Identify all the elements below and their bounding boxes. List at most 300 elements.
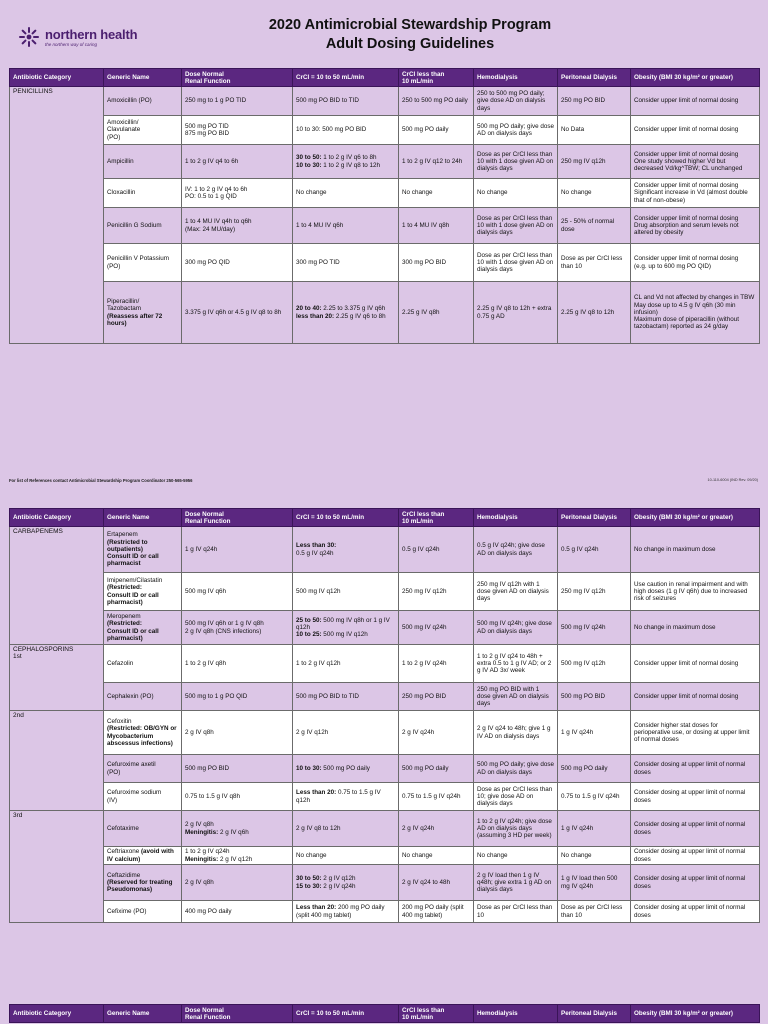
cell-line: 2 g IV q8h: [185, 878, 214, 886]
dose-cell: [631, 865, 760, 901]
column-header-line: Dose Normal: [185, 510, 224, 518]
dose-cell: [182, 282, 293, 344]
cell-line: No change: [296, 851, 327, 859]
column-header-line: Renal Function: [185, 1013, 231, 1021]
dose-cell: [399, 179, 474, 208]
dose-cell: [399, 865, 474, 901]
generic-name-cell: [104, 901, 182, 923]
cell-line: 250 mg PO BID with 1 dose given AD on dialysis days: [477, 685, 549, 708]
cell-line: 10 to 30: 500 mg PO BID: [296, 126, 367, 134]
cell-line: Consider upper limit of normal dosing: [634, 255, 739, 263]
antibiotic-category: [10, 87, 104, 344]
generic-name-cell: [104, 244, 182, 282]
cell-line: Dose as per CrCl less than 10; give dose AD on dialysis days: [477, 785, 553, 808]
dose-cell: [631, 611, 760, 645]
column-header: [104, 69, 182, 87]
cell-line: (IV): [107, 796, 118, 804]
column-header-line: Obesity (BMI 30 kg/m² or greater): [634, 514, 734, 521]
cell-line: May dose up to 4.5 g IV q6h (30 min infusion): [634, 301, 736, 316]
dosing-table-3: [9, 1004, 760, 1023]
column-header: [474, 1005, 558, 1023]
table-row: [10, 865, 760, 901]
dose-cell: [558, 847, 631, 865]
dose-cell: [293, 573, 399, 611]
cell-line: 300 mg PO TID: [296, 258, 340, 266]
cell-line: Dose as per CrCl less than 10 with 1 dose given AD on dialysis days: [477, 150, 554, 173]
column-header: [474, 69, 558, 87]
dose-cell: [293, 87, 399, 116]
dose-cell: [399, 282, 474, 344]
dose-cell: [399, 208, 474, 244]
cell-line: Dose as per CrCl less than 10: [561, 904, 623, 919]
column-header: [182, 1005, 293, 1023]
column-header-line: Hemodialysis: [477, 74, 518, 81]
cell-line: 300 mg PO QID: [185, 258, 230, 266]
dose-cell: [558, 282, 631, 344]
cell-line: 500 mg PO BID: [561, 692, 606, 700]
cell-line: 400 mg PO daily: [185, 907, 232, 915]
table-row: [10, 527, 760, 573]
cell-line: Ceftriaxone (avoid with IV calcium): [107, 848, 174, 863]
cell-line: Consider dosing at upper limit of normal doses: [634, 875, 746, 890]
dose-cell: [293, 116, 399, 145]
table-row: [10, 611, 760, 645]
dose-cell: [399, 683, 474, 711]
column-header-line: Generic Name: [107, 514, 150, 521]
dose-cell: [182, 811, 293, 847]
cell-line: Maximum dose of piperacillin (without tazobactam) reported as 24 g/day: [634, 316, 739, 331]
dose-cell: [182, 711, 293, 755]
cell-line: Consider dosing at upper limit of normal doses: [634, 848, 746, 863]
cell-line: 500 mg IV q24h; give dose AD on dialysis days: [477, 620, 552, 635]
column-header: [182, 69, 293, 87]
dose-cell: [399, 901, 474, 923]
cell-line: 1 to 4 MU IV q8h: [402, 221, 450, 229]
dose-cell: [474, 244, 558, 282]
cell-line: 500 mg to 1 g PO QID: [185, 692, 248, 700]
category-label-line: 3rd: [13, 812, 23, 819]
column-header: [399, 1005, 474, 1023]
column-header-line: CrCl = 10 to 50 mL/min: [296, 74, 365, 81]
dose-cell: [182, 611, 293, 645]
cell-line: Consider upper limit of normal dosing: [634, 150, 739, 158]
dose-cell: [182, 179, 293, 208]
dose-cell: [399, 847, 474, 865]
category-label-line: 1st: [13, 653, 22, 661]
dose-cell: [182, 847, 293, 865]
generic-name-cell: [104, 783, 182, 811]
cell-line: Drug absorption and serum levels not altered by obesity: [634, 221, 739, 237]
dose-cell: [182, 145, 293, 179]
table-row: [10, 87, 760, 116]
dose-cell: [631, 116, 760, 145]
cell-line: (Restricted: OB/GYN or Mycobacterium abscessus infections): [107, 725, 177, 747]
column-header-line: CrCl = 10 to 50 mL/min: [296, 514, 365, 521]
generic-name-cell: [104, 865, 182, 901]
dose-cell: [293, 179, 399, 208]
cell-line: 0.5 g IV q24h: [296, 549, 334, 557]
column-header: [558, 1005, 631, 1023]
cell-line: Consider upper limit of normal dosing: [634, 692, 739, 700]
cell-line: 10 to 30: 1 to 2 g IV q8 to 12h: [296, 161, 381, 169]
cell-line: 500 mg IV q6h or 1 g IV q8h: [185, 620, 264, 628]
dose-cell: [182, 901, 293, 923]
cell-line: CL and Vd not affected by changes in TBW: [634, 294, 755, 302]
cell-line: Meningitis: 2 g IV q12h: [185, 855, 253, 863]
table-row: [10, 645, 760, 683]
dose-cell: [558, 208, 631, 244]
dose-cell: [293, 901, 399, 923]
dose-cell: [558, 811, 631, 847]
cell-line: 0.75 to 1.5 g IV q8h: [185, 792, 240, 800]
dose-cell: [474, 573, 558, 611]
dose-cell: [474, 711, 558, 755]
cell-line: (PO): [107, 133, 121, 141]
dose-cell: [558, 901, 631, 923]
cell-line: Consider dosing at upper limit of normal doses: [634, 789, 746, 804]
dose-cell: [293, 683, 399, 711]
dose-cell: [399, 811, 474, 847]
cell-line: Penicillin V Potassium: [107, 255, 169, 263]
dose-cell: [293, 865, 399, 901]
dose-cell: [558, 783, 631, 811]
cell-line: 250 mg IV q12h: [561, 587, 606, 595]
cell-line: Less than 30:: [296, 542, 337, 550]
dose-cell: [631, 179, 760, 208]
dose-cell: [631, 683, 760, 711]
table-row: [10, 783, 760, 811]
title-line-1: 2020 Antimicrobial Stewardship Program: [268, 17, 552, 33]
cell-line: (Reserved for treating Pseudomonas): [107, 878, 173, 894]
column-header: [399, 69, 474, 87]
dose-cell: [182, 755, 293, 783]
title-line-2: Adult Dosing Guidelines: [325, 36, 495, 52]
generic-name-cell: [104, 282, 182, 344]
dose-cell: [474, 755, 558, 783]
table-row: [10, 244, 760, 282]
dose-cell: [474, 116, 558, 145]
dose-cell: [293, 783, 399, 811]
table-row: [10, 847, 760, 865]
antibiotic-category: [10, 645, 104, 711]
dose-cell: [182, 865, 293, 901]
dose-cell: [293, 145, 399, 179]
cell-line: 0.5 g IV q24h: [561, 545, 599, 553]
table-row: [10, 179, 760, 208]
cell-line: 1 g IV q24h: [561, 728, 594, 736]
dose-cell: [631, 811, 760, 847]
dose-cell: [293, 847, 399, 865]
cell-line: 1 to 2 g IV q24h; give dose AD on dialysis days (assuming 3 HD per week): [477, 817, 552, 840]
dose-cell: [474, 179, 558, 208]
cell-line: 2 g IV q24 to 48h; give 1 g IV AD on dialysis days: [477, 725, 551, 740]
page-title: [200, 16, 620, 54]
generic-name-cell: [104, 645, 182, 683]
dose-cell: [631, 145, 760, 179]
cell-line: 2 g IV load then 1 g IV q48h; give extra 1 g AD on dialysis days: [477, 871, 552, 894]
generic-name-cell: [104, 527, 182, 573]
dose-cell: [631, 711, 760, 755]
cell-line: Amoxicillin/: [107, 119, 139, 127]
column-header: [104, 509, 182, 527]
cell-line: Amoxicillin (PO): [107, 97, 152, 105]
table-row: [10, 711, 760, 755]
cell-line: (e.g. up to 600 mg PO QID): [634, 262, 711, 270]
cell-line: 25 to 50: 500 mg IV q8h or 1 g IV q12h: [296, 616, 390, 631]
cell-line: 1 to 2 g IV q12 to 24h: [402, 157, 463, 165]
cell-line: No change: [402, 189, 433, 197]
table-row: [10, 901, 760, 923]
cell-line: 500 mg IV q24h: [561, 623, 606, 631]
column-header: [293, 1005, 399, 1023]
dose-cell: [631, 244, 760, 282]
dose-cell: [558, 244, 631, 282]
cell-line: Less than 20: 200 mg PO daily (split 400 mg tablet): [296, 904, 385, 919]
generic-name-cell: [104, 87, 182, 116]
category-label-line: 2nd: [13, 712, 24, 719]
dose-cell: [182, 87, 293, 116]
dose-cell: [182, 116, 293, 145]
cell-line: Significant increase in Vd (almost double that of non-obese): [634, 189, 748, 204]
table-row: [10, 116, 760, 145]
cell-line: 1 g IV q24h: [185, 545, 218, 553]
cell-line: 2 g IV q8h: [185, 821, 214, 829]
dose-cell: [474, 811, 558, 847]
dose-cell: [474, 901, 558, 923]
northern-health-logo: [18, 26, 137, 48]
table-row: [10, 755, 760, 783]
cell-line: Consider upper limit of normal dosing: [634, 126, 739, 134]
cell-line: 1 to 2 g IV q24h: [402, 659, 447, 667]
cell-line: 1 to 4 MU IV q6h: [296, 221, 344, 229]
column-header-line: CrCl = 10 to 50 mL/min: [296, 1010, 365, 1017]
northern-health-logo-icon: [18, 26, 40, 48]
cell-line: 2 g IV q8h: [185, 728, 214, 736]
dose-cell: [399, 611, 474, 645]
cell-line: 250 mg IV q12h: [402, 587, 447, 595]
cell-line: 250 mg PO BID: [402, 692, 447, 700]
dose-cell: [631, 573, 760, 611]
cell-line: 2 g IV q24 to 48h: [402, 878, 450, 886]
dose-cell: [474, 783, 558, 811]
dose-cell: [182, 244, 293, 282]
column-header: [10, 1005, 104, 1023]
cell-line: 0.5 g IV q24h: [402, 545, 440, 553]
column-header-line: 10 mL/min: [402, 517, 434, 525]
cell-line: (PO): [107, 262, 121, 270]
cell-line: Consult ID or call pharmacist): [107, 627, 159, 642]
cell-line: 20 to 40: 2.25 to 3.375 g IV q6h: [296, 305, 386, 313]
dose-cell: [293, 811, 399, 847]
dose-cell: [631, 783, 760, 811]
column-header-line: Peritoneal Dialysis: [561, 514, 617, 521]
dose-cell: [182, 645, 293, 683]
dose-cell: [474, 145, 558, 179]
dose-cell: [558, 87, 631, 116]
category-label-line: PENICILLINS: [13, 88, 53, 95]
table-row: [10, 282, 760, 344]
dose-cell: [474, 282, 558, 344]
dose-cell: [474, 847, 558, 865]
dose-cell: [182, 683, 293, 711]
column-header: [474, 509, 558, 527]
dose-cell: [182, 208, 293, 244]
dose-cell: [474, 645, 558, 683]
cell-line: 0.5 g IV q24h; give dose AD on dialysis days: [477, 542, 545, 557]
cell-line: Cefixime (PO): [107, 907, 147, 915]
cell-line: Consult ID or call pharmacist: [107, 553, 159, 568]
cell-line: (PO): [107, 768, 121, 776]
dose-cell: [631, 87, 760, 116]
column-header-line: CrCl less than: [402, 70, 445, 78]
cell-line: (Restricted:: [107, 620, 142, 628]
table-row: [10, 811, 760, 847]
generic-name-cell: [104, 683, 182, 711]
antibiotic-category: [10, 811, 104, 923]
cell-line: No Data: [561, 126, 585, 134]
cell-line: 500 mg IV q6h: [185, 587, 226, 595]
cell-line: (Restricted to outpatients): [107, 538, 148, 553]
cell-line: No change: [561, 189, 592, 197]
cell-line: Ceftazidime: [107, 871, 141, 879]
column-header-line: Generic Name: [107, 74, 150, 81]
cell-line: 1 g IV q24h: [561, 824, 594, 832]
dose-cell: [558, 179, 631, 208]
page-header: [0, 0, 768, 66]
cell-line: Cefotaxime: [107, 824, 139, 832]
cell-line: Consider upper limit of normal dosing: [634, 659, 739, 667]
column-header: [558, 69, 631, 87]
cell-line: One study showed higher Vd but decreased Vd/kg^TBW; CL unchanged: [634, 157, 743, 173]
cell-line: Less than 20: 0.75 to 1.5 g IV q12h: [296, 789, 381, 804]
cell-line: PO: 0.5 to 1 g QID: [185, 193, 237, 200]
dose-cell: [558, 116, 631, 145]
column-header: [293, 509, 399, 527]
cell-line: 875 mg PO BID: [185, 130, 230, 137]
cell-line: Dose as per CrCl less than 10: [561, 255, 623, 270]
cell-line: Ertapenem: [107, 531, 138, 539]
column-header-line: Hemodialysis: [477, 1010, 518, 1017]
cell-line: Consider upper limit of normal dosing: [634, 97, 739, 105]
dose-cell: [474, 527, 558, 573]
cell-line: 500 mg PO daily; give dose AD on dialysis days: [477, 761, 555, 776]
dose-cell: [474, 683, 558, 711]
cell-line: 500 mg PO daily: [402, 764, 449, 772]
dose-cell: [631, 847, 760, 865]
column-header-line: Antibiotic Category: [13, 514, 72, 521]
cell-line: less than 20: 2.25 g IV q6 to 8h: [296, 312, 386, 320]
cell-line: 1 to 2 g IV q24 to 48h + extra 0.5 to 1 g IV AD; or 2 g IV AD 3x/ week: [477, 652, 552, 675]
generic-name-cell: [104, 611, 182, 645]
dosing-table-1: [9, 68, 760, 344]
cell-line: (Restricted:: [107, 584, 142, 592]
cell-line: 200 mg PO daily (split 400 mg tablet): [402, 904, 464, 919]
column-header: [293, 69, 399, 87]
dose-cell: [182, 573, 293, 611]
cell-line: Cefuroxime axetil: [107, 761, 156, 769]
dose-cell: [399, 87, 474, 116]
cell-line: No change in maximum dose: [634, 623, 716, 631]
column-header-line: Obesity (BMI 30 kg/m² or greater): [634, 74, 734, 81]
generic-name-cell: [104, 811, 182, 847]
dose-cell: [399, 116, 474, 145]
cell-line: Cefazolin: [107, 659, 134, 667]
table-row: [10, 145, 760, 179]
dose-cell: [293, 527, 399, 573]
cell-line: 250 mg to 1 g PO TID: [185, 97, 247, 105]
table-row: [10, 573, 760, 611]
cell-line: 15 to 30: 2 g IV q24h: [296, 882, 356, 890]
cell-line: 1 to 2 g IV q4 to 6h: [185, 157, 239, 165]
generic-name-cell: [104, 116, 182, 145]
cell-line: 1 to 2 g IV q8h: [185, 659, 226, 667]
cell-line: Use caution in renal impairment and with high doses (1 g IV q6h) due to increased risk of seizures: [634, 580, 748, 603]
cell-line: (Reassess after 72 hours): [107, 312, 163, 327]
cell-line: 0.75 to 1.5 g IV q24h: [402, 792, 461, 800]
cell-line: Dose as per CrCl less than 10: [477, 904, 553, 919]
column-header-line: Dose Normal: [185, 1006, 224, 1014]
cell-line: Dose as per CrCl less than 10 with 1 dose given AD on dialysis days: [477, 214, 554, 237]
dose-cell: [558, 573, 631, 611]
dose-cell: [558, 527, 631, 573]
cell-line: 30 to 50: 2 g IV q12h: [296, 875, 356, 883]
generic-name-cell: [104, 847, 182, 865]
cell-line: 500 mg PO TID: [185, 122, 229, 130]
column-header-line: Generic Name: [107, 1010, 150, 1017]
dose-cell: [474, 208, 558, 244]
generic-name-cell: [104, 711, 182, 755]
cell-line: IV: 1 to 2 g IV q4 to 6h: [185, 185, 248, 193]
cell-line: 3.375 g IV q6h or 4.5 g IV q8 to 8h: [185, 308, 282, 316]
antibiotic-category: [10, 711, 104, 811]
dose-cell: [558, 145, 631, 179]
cell-line: 500 mg IV q12h: [296, 587, 341, 595]
cell-line: 500 mg PO BID to TID: [296, 97, 359, 105]
column-header: [631, 1005, 760, 1023]
cell-line: Consider dosing at upper limit of normal doses: [634, 761, 746, 776]
dose-cell: [558, 611, 631, 645]
cell-line: 2 g IV q24h: [402, 824, 435, 832]
column-header-line: 10 mL/min: [402, 77, 434, 85]
dose-cell: [631, 755, 760, 783]
dose-cell: [293, 611, 399, 645]
dose-cell: [631, 282, 760, 344]
dose-cell: [558, 865, 631, 901]
generic-name-cell: [104, 208, 182, 244]
column-header-line: CrCl less than: [402, 510, 445, 518]
cell-line: 500 mg IV q24h: [402, 623, 447, 631]
dose-cell: [182, 527, 293, 573]
cell-line: Cefuroxime sodium: [107, 789, 162, 797]
dose-cell: [399, 244, 474, 282]
cell-line: Cloxacillin: [107, 189, 136, 197]
cell-line: 1 to 2 g IV q24h: [185, 848, 230, 856]
cell-line: 1 g IV load then 500 mg IV q24h: [561, 875, 618, 890]
cell-line: 2 g IV q24h: [402, 728, 435, 736]
cell-line: Cefoxitin: [107, 718, 132, 726]
dose-cell: [293, 208, 399, 244]
dose-cell: [399, 573, 474, 611]
cell-line: 10 to 25: 500 mg IV q12h: [296, 631, 368, 639]
dose-cell: [399, 783, 474, 811]
cell-line: 250 mg IV q12h with 1 dose given AD on dialysis days: [477, 580, 549, 603]
cell-line: 25 - 50% of normal dose: [561, 218, 615, 233]
cell-line: No change in maximum dose: [634, 545, 716, 553]
dose-cell: [399, 645, 474, 683]
dose-cell: [631, 645, 760, 683]
cell-line: Meropenem: [107, 613, 141, 621]
column-header: [104, 1005, 182, 1023]
